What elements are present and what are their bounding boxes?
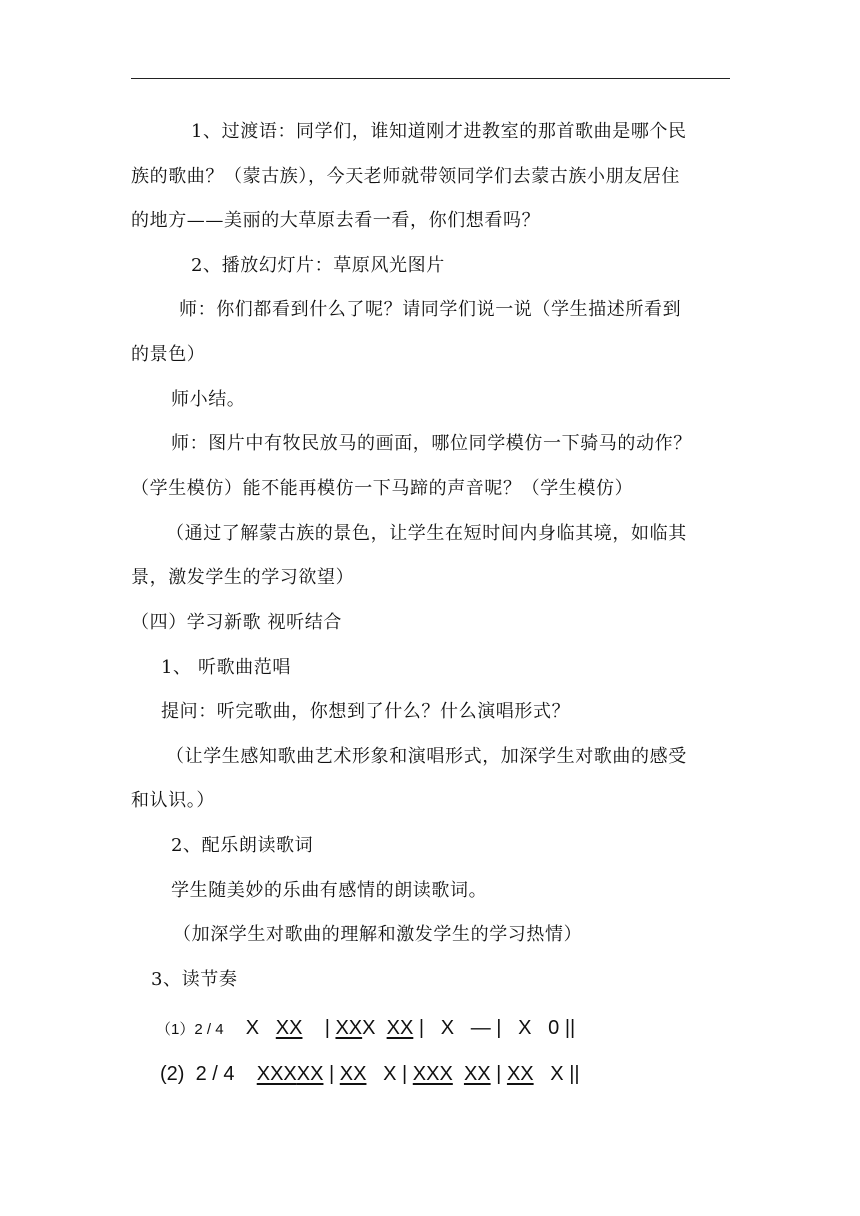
paragraph-line: 和认识。） — [131, 790, 215, 811]
rhythm-note: XXX — [256, 1063, 297, 1085]
rhythm-note: XX — [275, 1017, 303, 1039]
paragraph-line: 学生随美妙的乐曲有感情的朗读歌词。 — [171, 880, 488, 901]
rhythm-meter: 2 / 4 — [195, 1063, 235, 1085]
step-heading: 3、读节奏 — [151, 969, 238, 990]
rhythm-meter: 2 / 4 — [194, 1021, 224, 1038]
paragraph-line: （加深学生对歌曲的理解和激发学生的学习热情） — [173, 924, 583, 945]
rhythm-line-1 — [156, 1016, 575, 1042]
rhythm-rest: | X — | X 0 || — [418, 1017, 576, 1039]
rhythm-bar: | — [323, 1063, 340, 1085]
paragraph-line: 的景色） — [131, 344, 206, 365]
rhythm-note: X — [362, 1017, 376, 1039]
paragraph-line: 景，激发学生的学习欲望） — [131, 567, 355, 588]
paragraph-line: 师小结。 — [171, 389, 246, 410]
rhythm-note: XX — [463, 1063, 491, 1085]
paragraph-line: （让学生感知歌曲艺术形象和演唱形式，加深学生对歌曲的感受 — [166, 746, 687, 767]
section-heading: （四）学习新歌 视听结合 — [131, 612, 342, 633]
paragraph-line: （学生模仿）能不能再模仿一下马蹄的声音呢？（学生模仿） — [131, 478, 634, 499]
paragraph-line: 族的歌曲？（蒙古族），今天老师就带领同学们去蒙古族小朋友居住 — [131, 166, 680, 187]
rhythm-prefix: （1） — [156, 1021, 195, 1038]
paragraph-line: 的地方——美丽的大草原去看一看，你们想看吗？ — [131, 210, 541, 231]
paragraph-line: 师：你们都看到什么了呢？请同学们说一说（学生描述所看到 — [179, 299, 682, 320]
rhythm-note: X | — [366, 1063, 413, 1085]
paragraph-line: 1、过渡语：同学们，谁知道刚才进教室的那首歌曲是哪个民 — [191, 121, 687, 142]
rhythm-note: X || — [533, 1063, 580, 1085]
step-heading: 1、 听歌曲范唱 — [161, 657, 291, 678]
rhythm-prefix: (2) — [160, 1063, 185, 1085]
paragraph-line: 2、播放幻灯片：草原风光图片 — [191, 255, 445, 276]
paragraph-line: （通过了解蒙古族的景色，让学生在短时间内身临其境，如临其 — [166, 523, 687, 544]
rhythm-note: X — [245, 1017, 260, 1039]
rhythm-note: XX — [506, 1063, 534, 1085]
rhythm-note: XX — [339, 1063, 367, 1085]
paragraph-line: 师：图片中有牧民放马的画面，哪位同学模仿一下骑马的动作？ — [171, 433, 692, 454]
rhythm-bar: | — [324, 1017, 336, 1039]
step-heading: 2、配乐朗读歌词 — [171, 835, 314, 856]
rhythm-bar: | — [490, 1063, 507, 1085]
rhythm-note: XX — [386, 1017, 414, 1039]
rhythm-note: XXX — [412, 1063, 453, 1085]
header-rule — [131, 78, 730, 79]
rhythm-note: XX — [335, 1017, 363, 1039]
rhythm-line-2 — [160, 1062, 580, 1086]
rhythm-note: XX — [296, 1063, 324, 1085]
paragraph-line: 提问：听完歌曲，你想到了什么？什么演唱形式？ — [161, 701, 571, 722]
